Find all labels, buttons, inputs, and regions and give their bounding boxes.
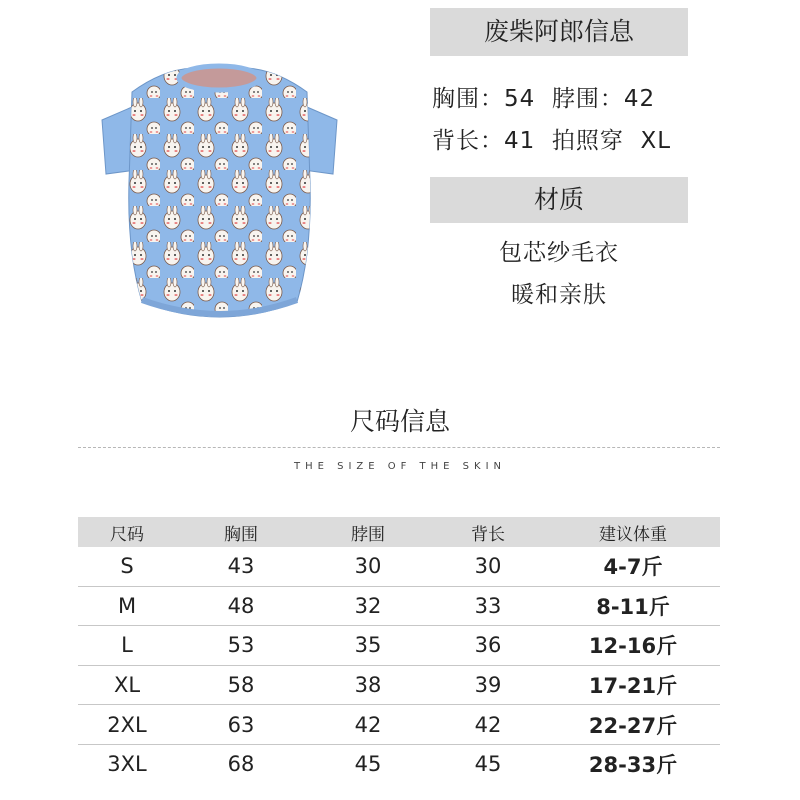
material-header — [430, 177, 688, 223]
cell-chest: 43 — [227, 554, 255, 579]
dashed-divider — [78, 447, 720, 448]
cell-back: 33 — [474, 593, 502, 618]
cell-neck: 32 — [354, 593, 382, 618]
cell-neck: 30 — [354, 554, 382, 579]
cell-neck: 35 — [354, 633, 382, 658]
size-section-subtitle: THE SIZE OF THE SKIN — [293, 461, 507, 472]
header-neck: 脖围 — [351, 524, 385, 545]
size-table-header — [78, 517, 720, 547]
measurement-line-2: 背长：41 拍照穿 XL — [432, 128, 672, 154]
cell-chest: 68 — [227, 752, 255, 777]
material-title: 材质 — [533, 185, 584, 214]
cell-weight: 12-16斤 — [588, 634, 678, 659]
breed-info-header — [430, 8, 688, 56]
cell-weight: 4-7斤 — [603, 555, 663, 580]
table-row — [78, 666, 720, 706]
header-weight: 建议体重 — [599, 524, 667, 545]
cell-neck: 45 — [354, 752, 382, 777]
header-chest: 胸围 — [224, 524, 258, 545]
material-line-1: 包芯纱毛衣 — [499, 240, 619, 266]
cell-back: 36 — [474, 633, 502, 658]
measurement-line-1: 胸围：54 脖围：42 — [432, 86, 656, 112]
cell-size: 2XL — [107, 712, 147, 737]
header-back: 背长 — [471, 524, 505, 545]
cell-weight: 22-27斤 — [588, 713, 678, 738]
cell-size: 3XL — [107, 752, 147, 777]
cell-back: 42 — [474, 712, 502, 737]
table-row — [78, 587, 720, 627]
material-line-2: 暖和亲肤 — [511, 282, 607, 308]
cell-back: 39 — [474, 673, 502, 698]
cell-neck: 42 — [354, 712, 382, 737]
sweater-product-image — [92, 62, 347, 332]
table-row — [78, 705, 720, 745]
breed-info-title: 废柴阿郎信息 — [483, 17, 634, 46]
cell-chest: 53 — [227, 633, 255, 658]
cell-weight: 17-21斤 — [588, 674, 678, 699]
cell-neck: 38 — [354, 673, 382, 698]
sweater-illustration — [92, 62, 347, 332]
table-row — [78, 745, 720, 784]
header-size: 尺码 — [110, 524, 144, 545]
cell-weight: 8-11斤 — [596, 594, 670, 619]
cell-weight: 28-33斤 — [588, 753, 678, 778]
size-table — [78, 517, 720, 784]
table-row — [78, 626, 720, 666]
cell-size: M — [117, 593, 137, 618]
cell-size: L — [121, 633, 133, 658]
cell-size: S — [120, 554, 134, 579]
cell-size: XL — [113, 673, 141, 698]
cell-chest: 58 — [227, 673, 255, 698]
cell-back: 45 — [474, 752, 502, 777]
cell-back: 30 — [474, 554, 502, 579]
table-row — [78, 547, 720, 587]
size-section-title: 尺码信息 — [349, 407, 450, 436]
cell-chest: 48 — [227, 593, 255, 618]
cell-chest: 63 — [227, 712, 255, 737]
